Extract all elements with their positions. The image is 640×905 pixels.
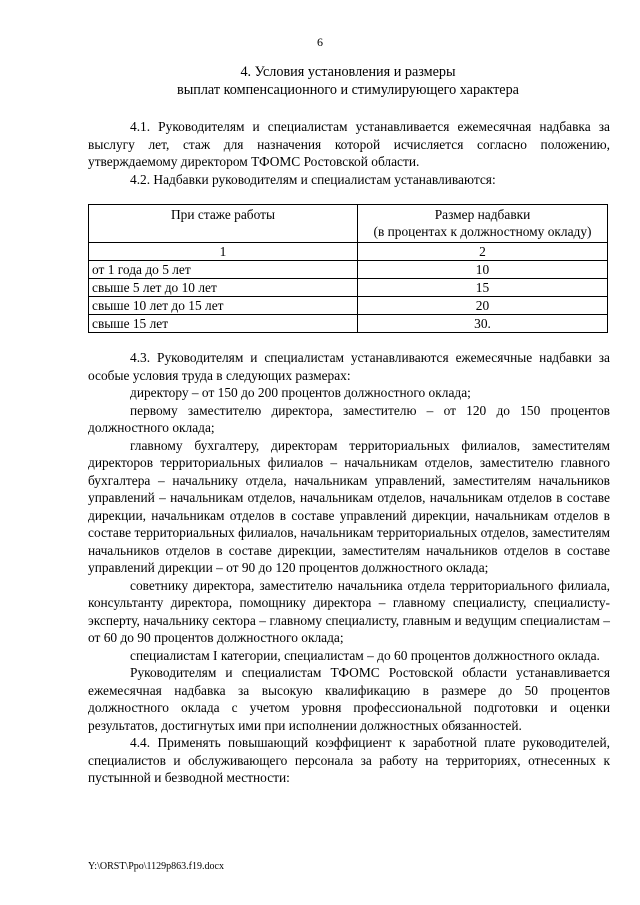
table-row xyxy=(89,279,608,297)
paragraph-4-2: 4.2. Надбавки руководителям и специалистам устанавливаются: xyxy=(130,171,496,187)
table-cell-period: свыше 15 лет xyxy=(89,315,358,333)
table-index-col-1: 1 xyxy=(89,243,358,261)
table-row xyxy=(89,261,608,279)
paragraph-4-3-chief-accountant: главному бухгалтеру, директорам территориальных филиалов, заместителям директоров территориальных филиалов – начальникам отделов, заместителю главного бухгалтера – начальнику отдела, начальникам управлений, заместителям начальников управлений – начальникам отделов, начальникам отделов, начальникам отделов в составе дирекции, начальникам отделов в составе управлений дирекции, начальникам отделов в составе территориальных филиалов, начальникам территориальных отделов, заместителям начальников отделов в составе дирекции, заместителям начальников отделов в составе управлений дирекции – от 90 до 120 процентов должностного оклада; xyxy=(88,437,610,575)
paragraphs-top xyxy=(88,118,610,188)
table-header-experience: При стаже работы xyxy=(89,205,358,243)
table-cell-value: 20 xyxy=(358,297,608,315)
table-cell-value: 15 xyxy=(358,279,608,297)
paragraph-4-1: 4.1. Руководителям и специалистам устанавливается ежемесячная надбавка за выслугу лет, стаж для назначения которой исчисляется согласно положению, утверждаемому директором ТФОМС Ростовской области. xyxy=(88,119,610,169)
section-heading-line-2: выплат компенсационного и стимулирующего характера xyxy=(177,81,519,98)
table-index-col-2: 2 xyxy=(358,243,608,261)
paragraphs-main xyxy=(88,349,610,787)
paragraph-4-3-advisor: советнику директора, заместителю начальника отдела территориального филиала, консультанту директора, помощнику директора – главному специалисту, специалисту-эксперту, начальнику сектора – главному специалисту, главным и ведущим специалистам – от 60 до 90 процентов должностного оклада; xyxy=(88,577,610,645)
paragraph-4-4: 4.4. Применять повышающий коэффициент к заработной плате руководителей, специалистов и обслуживающего персонала за работу на территориях, отнесенных к пустынной и безводной местности: xyxy=(88,735,610,785)
table-row xyxy=(89,297,608,315)
section-heading-line-1: 4. Условия установления и размеры xyxy=(240,64,456,80)
paragraph-4-3-intro: 4.3. Руководителям и специалистам устанавливаются ежемесячные надбавки за особые условия труда в следующих размерах: xyxy=(88,350,610,383)
table-index-row xyxy=(89,243,608,261)
page-number: 6 xyxy=(317,35,323,49)
table-cell-period: от 1 года до 5 лет xyxy=(89,261,358,279)
paragraph-4-3-director: директору – от 150 до 200 процентов должностного оклада; xyxy=(130,385,471,400)
section-heading xyxy=(88,64,608,99)
paragraph-4-3-specialists: специалистам I категории, специалистам – до 60 процентов должностного оклада. xyxy=(130,647,600,663)
table-cell-period: свыше 5 лет до 10 лет xyxy=(89,279,358,297)
table-cell-value: 30. xyxy=(358,315,608,333)
table-cell-value: 10 xyxy=(358,261,608,279)
allowance-table xyxy=(88,204,608,333)
paragraph-4-3-deputy: первому заместителю директора, заместителю – от 120 до 150 процентов должностного оклада; xyxy=(88,402,610,435)
table-cell-period: свыше 10 лет до 15 лет xyxy=(89,297,358,315)
table-header-allowance-line-1: Размер надбавки xyxy=(434,207,531,222)
footer-file-path: Y:\ORST\Ppo\1129p863.f19.docx xyxy=(88,861,224,872)
table-header-allowance xyxy=(358,205,608,243)
table-header-row xyxy=(89,205,608,243)
table-row xyxy=(89,315,608,333)
paragraph-qualification: Руководителям и специалистам ТФОМС Ростовской области устанавливается ежемесячная надбавка за высокую квалификацию в размере до 50 процентов должностного оклада с учетом уровня профессиональной подготовки и оценки результатов, достигнутых ими при исполнении должностных обязанностей. xyxy=(88,665,610,733)
table-header-allowance-line-2: (в процентах к должностному окладу) xyxy=(373,224,592,239)
